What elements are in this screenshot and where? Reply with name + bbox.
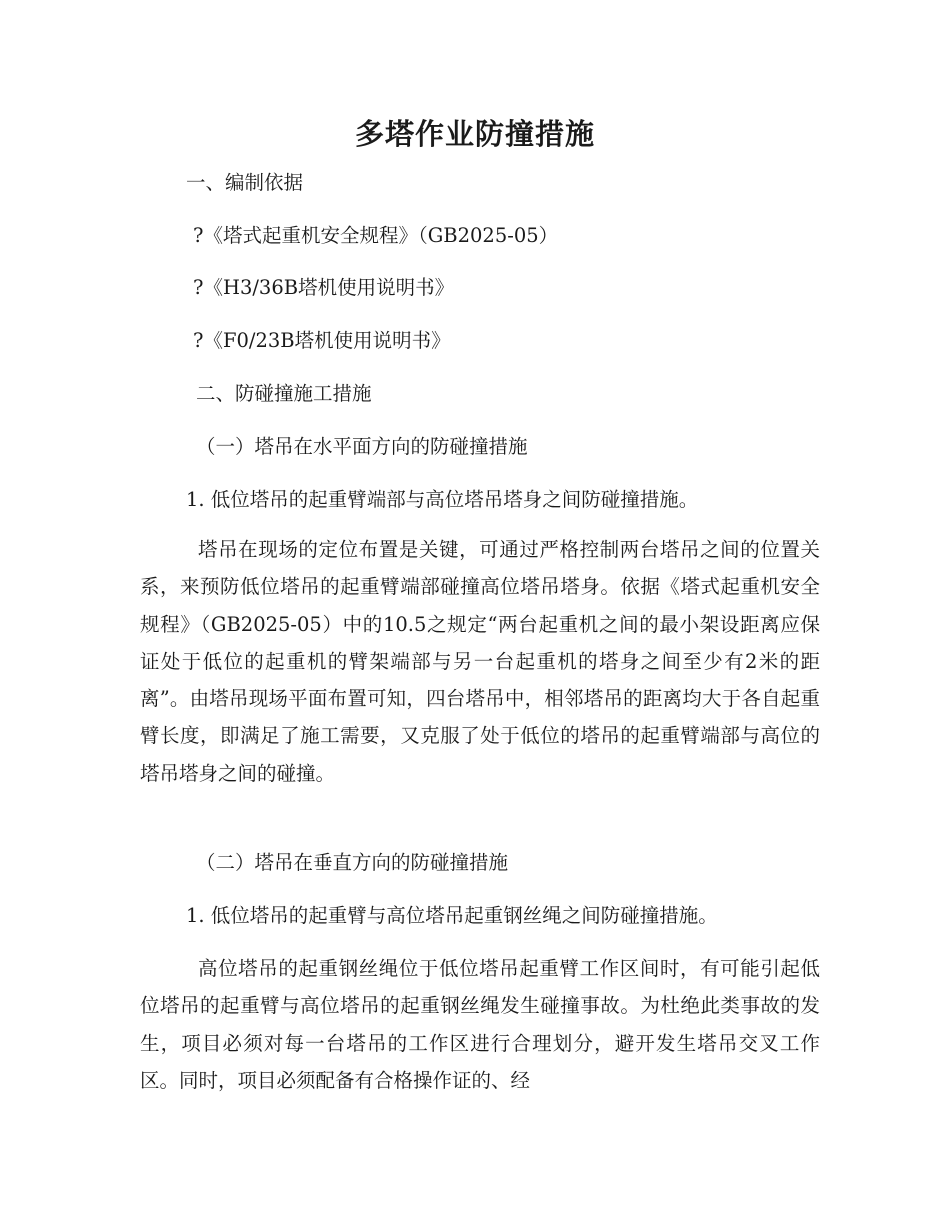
reference-item: ?《F0/23B塔机使用说明书》 [193, 329, 451, 352]
section-heading-measures: 二、防碰撞施工措施 [196, 382, 372, 405]
subsection-heading-vertical: （二）塔吊在垂直方向的防碰撞措施 [196, 851, 509, 874]
reference-item: ?《H3/36B塔机使用说明书》 [193, 276, 455, 299]
body-paragraph: 高位塔吊的起重钢丝绳位于低位塔吊起重臂工作区间时，有可能引起低位塔吊的起重臂与高位塔吊的起重钢丝绳发生碰撞事故。为杜绝此类事故的发生，项目必须对每一台塔吊的工作区进行合理划分，避开发生塔吊交叉工作区。同时，项目必须配备有合格操作证的、经 [140, 957, 820, 1092]
page-title: 多塔作业防撞措施 [354, 117, 595, 151]
body-paragraph: 塔吊在现场的定位布置是关键，可通过严格控制两台塔吊之间的位置关系，来预防低位塔吊的起重臂端部碰撞高位塔吊塔身。依据《塔式起重机安全规程》（GB2025-05）中的10.5之规定“两台起重机之间的最小架设距离应保证处于低位的起重机的臂架端部与另一台起重机的塔身之间至少有2米的距离”。由塔吊现场平面布置可知，四台塔吊中，相邻塔吊的距离均大于各自起重臂长度，即满足了施工需要，又克服了处于低位的塔吊的起重臂端部与高位的塔吊塔身之间的碰撞。 [140, 538, 820, 785]
reference-item: ?《塔式起重机安全规程》（GB2025-05） [193, 224, 559, 247]
list-item: 1. 低位塔吊的起重臂端部与高位塔吊塔身之间防碰撞措施。 [186, 488, 699, 511]
list-item: 1. 低位塔吊的起重臂与高位塔吊起重钢丝绳之间防碰撞措施。 [186, 904, 718, 927]
subsection-heading-horizontal: （一）塔吊在水平面方向的防碰撞措施 [196, 435, 528, 458]
section-heading-basis: 一、编制依据 [186, 171, 304, 194]
